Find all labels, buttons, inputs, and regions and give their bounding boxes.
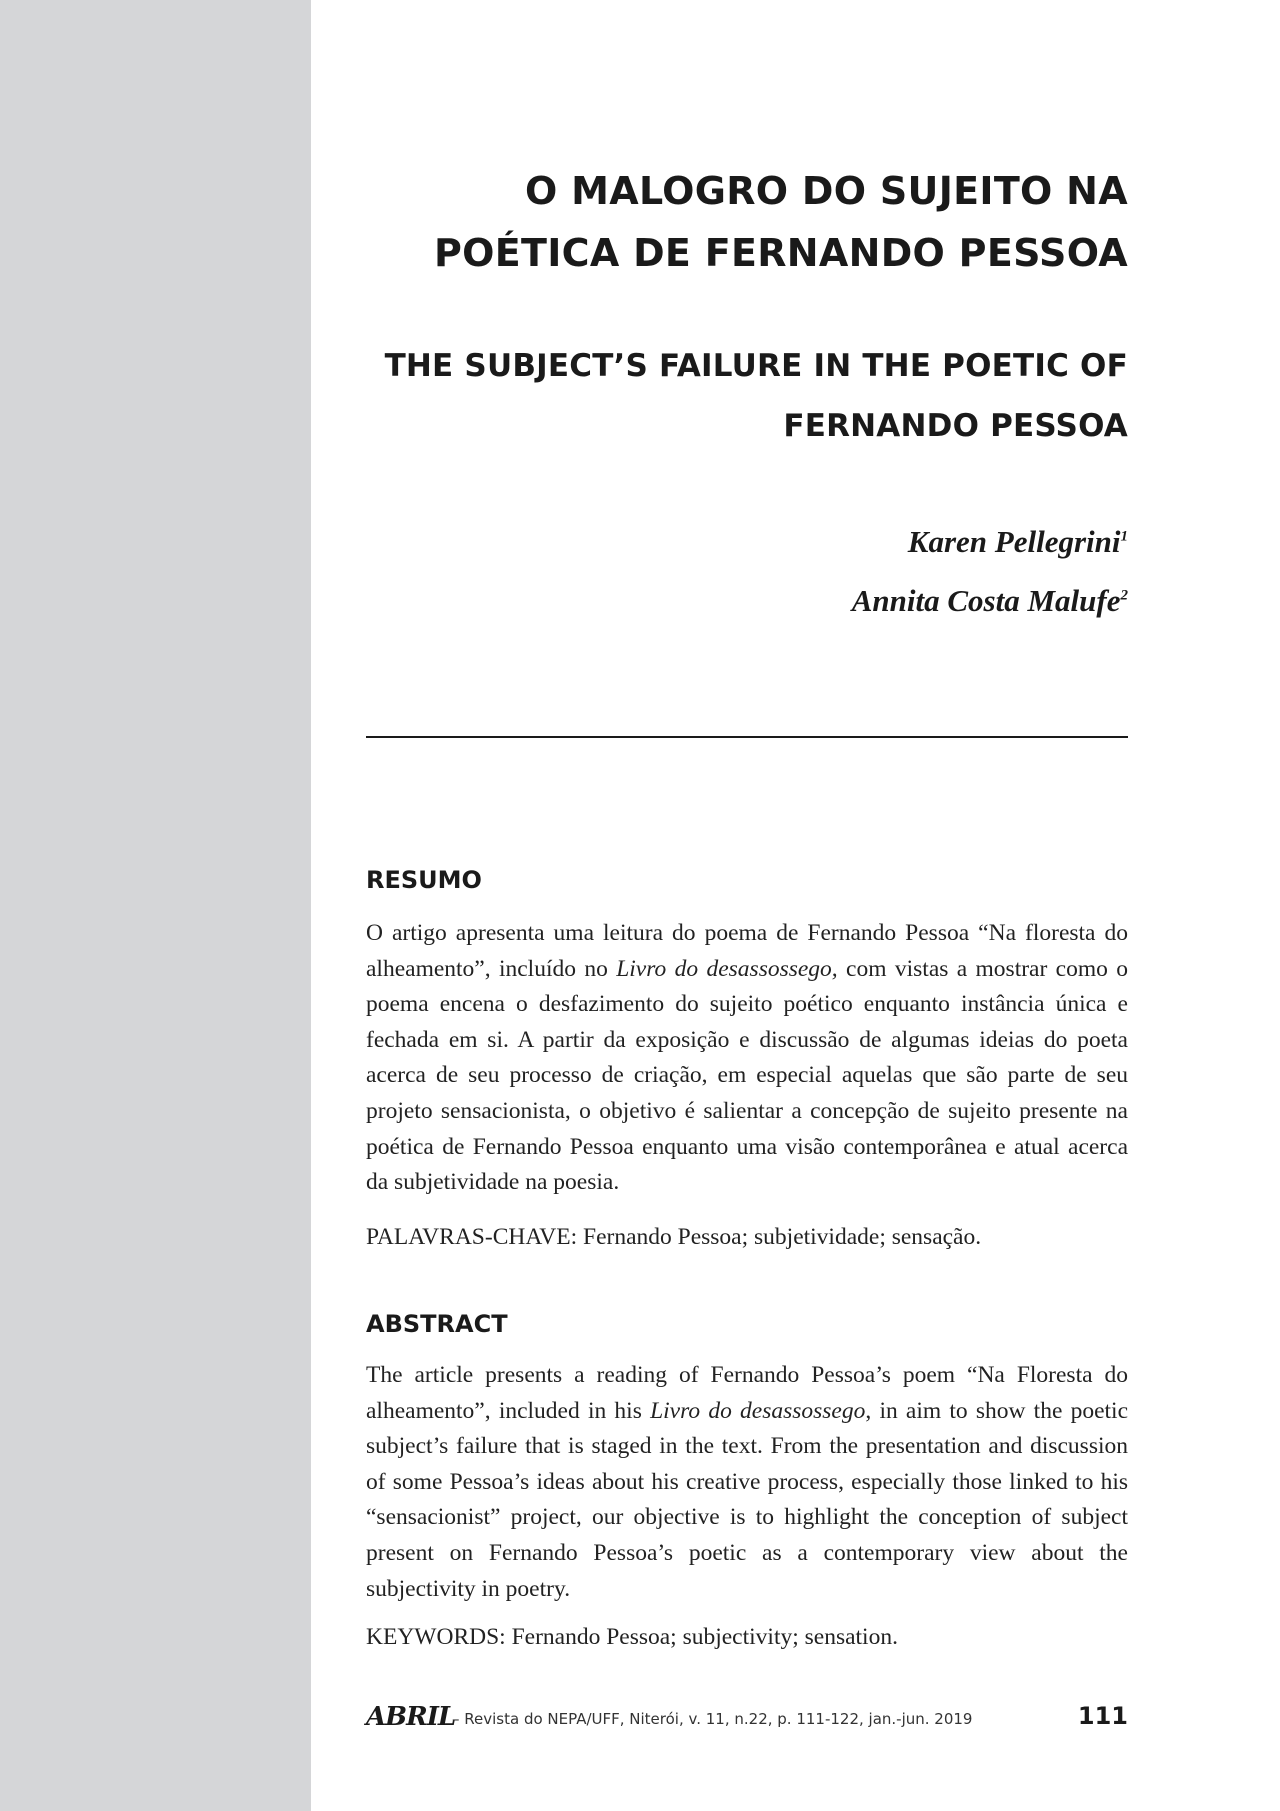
resumo-keywords: PALAVRAS-CHAVE: Fernando Pessoa; subjetividade; sensação. (366, 1224, 982, 1250)
divider-rule (366, 736, 1128, 738)
author-name: Karen Pellegrini (907, 524, 1121, 559)
author-footnote-marker[interactable]: 1 (1120, 528, 1128, 545)
abstract-text: The article presents a reading of Fernando Pessoa’s poem “Na Floresta do alheamento”, included in his Livro do desassossego, in aim to show the poetic subject’s failure that is staged in the text. From the presentation and discussion of some Pessoa’s ideas about his creative process, especially those linked to his “sensacionist” project, our objective is to highlight the conception of subject present on Fernando Pessoa’s poetic as a contemporary view about the subjectivity in poetry. (366, 1362, 1128, 1602)
side-band (0, 0, 311, 1811)
abstract-keywords: KEYWORDS: Fernando Pessoa; subjectivity; sensation. (366, 1624, 898, 1650)
article-subtitle (366, 336, 1128, 456)
journal-citation: – Revista do NEPA/UFF, Niterói, v. 11, n.22, p. 111-122, jan.-jun. 2019 (452, 1710, 973, 1728)
page-number: 111 (1077, 1702, 1128, 1730)
journal-logo: ABRIL (366, 1702, 456, 1732)
article-title (366, 160, 1128, 284)
resumo-heading: RESUMO (366, 866, 482, 894)
title-line-1: O MALOGRO DO SUJEITO NA (524, 169, 1128, 213)
subtitle-line-1: THE SUBJECT’S FAILURE IN THE POETIC OF (384, 348, 1128, 384)
page-footer (366, 1702, 1128, 1738)
author (366, 512, 1128, 571)
resumo-text: O artigo apresenta uma leitura do poema de Fernando Pessoa “Na floresta do alheamento”, incluído no Livro do desassossego, com vistas a mostrar como o poema encena o desfazimento do sujeito poético enquanto instância única e fechada em si. A partir da exposição e discussão de algumas ideias do poeta acerca de seu processo de criação, em especial aquelas que são parte de seu projeto sensacionista, o objetivo é salientar a concepção de sujeito presente na poética de Fernando Pessoa enquanto uma visão contemporânea e atual acerca da subjetividade na poesia. (366, 920, 1128, 1196)
author-list (366, 512, 1128, 630)
author-footnote-marker[interactable]: 2 (1120, 587, 1128, 604)
subtitle-line-2: FERNANDO PESSOA (783, 408, 1128, 444)
author-name: Annita Costa Malufe (851, 583, 1121, 618)
title-line-2: POÉTICA DE FERNANDO PESSOA (433, 231, 1128, 275)
author (366, 571, 1128, 630)
abstract-heading: ABSTRACT (366, 1310, 508, 1338)
